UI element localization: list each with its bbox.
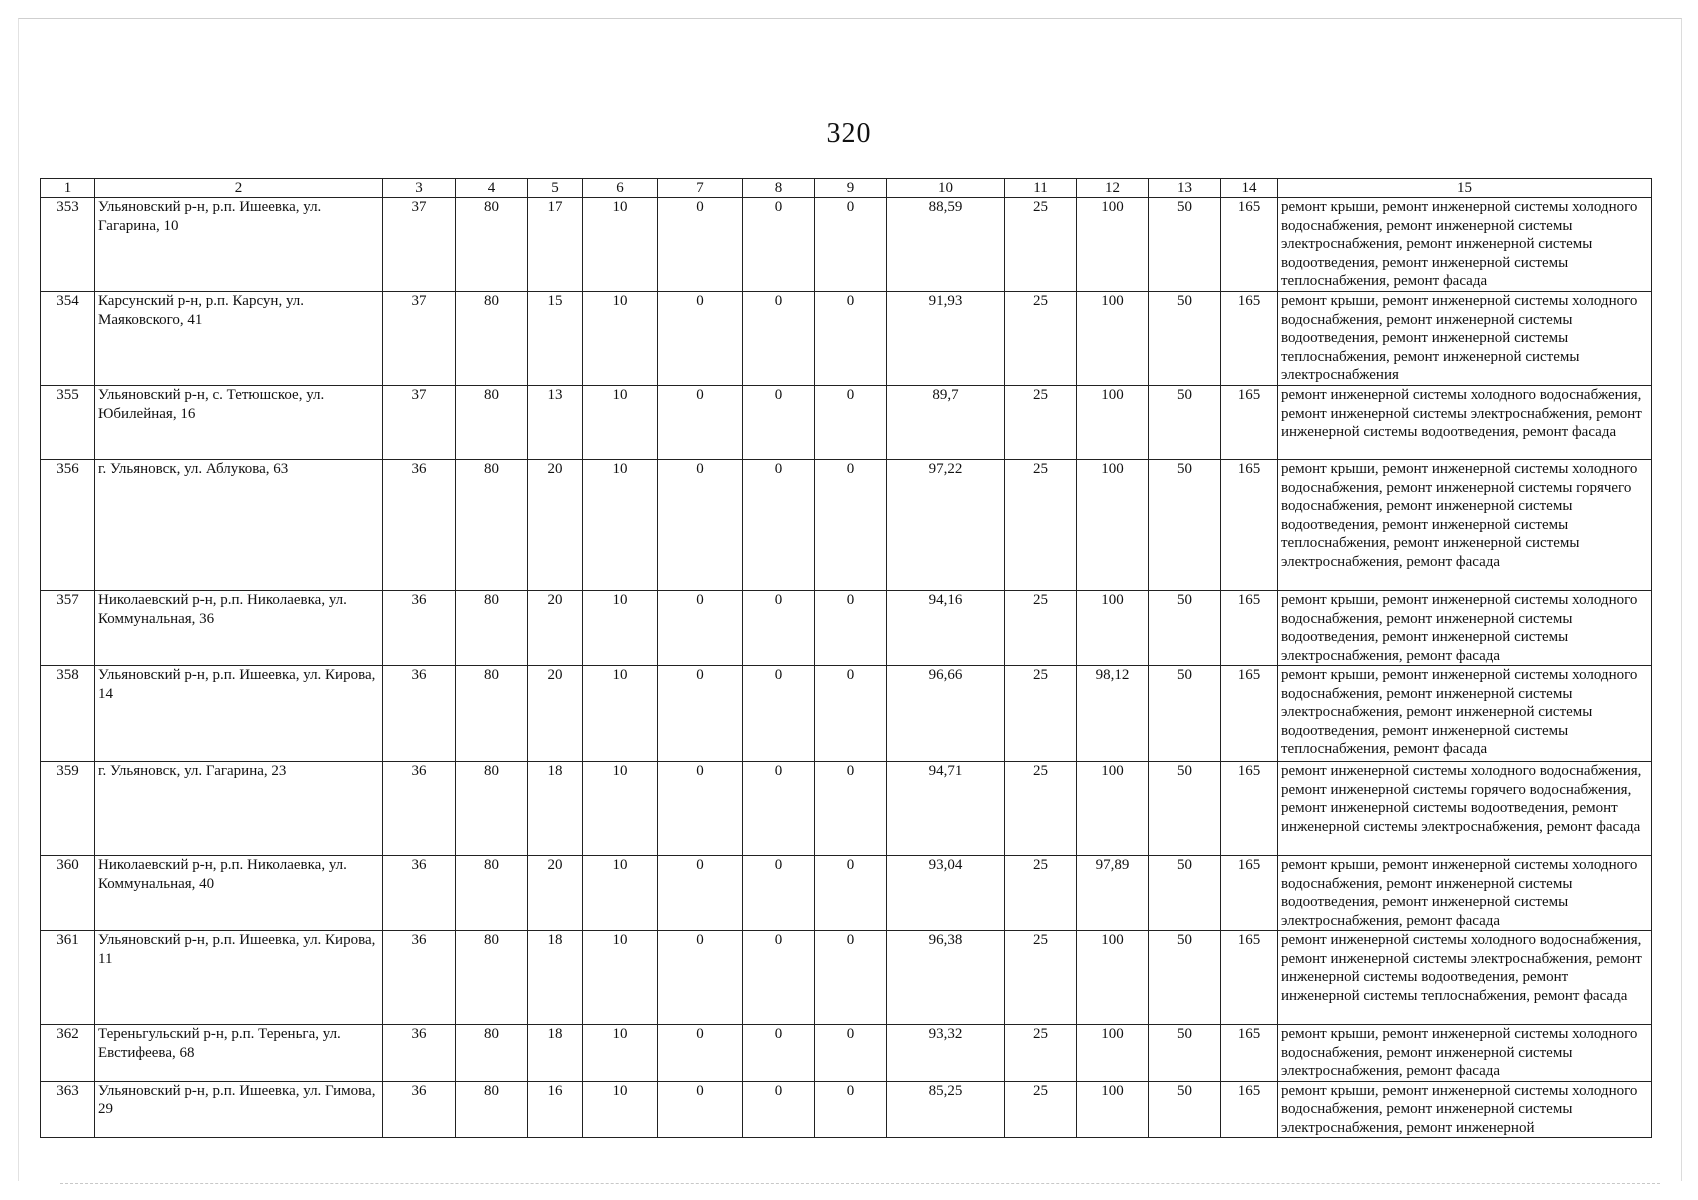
col6-value: 10	[583, 386, 658, 460]
col3-value: 36	[383, 1025, 456, 1082]
col14-value: 165	[1221, 666, 1278, 762]
col5-value: 15	[528, 292, 583, 386]
col5-value: 20	[528, 666, 583, 762]
column-header: 14	[1221, 179, 1278, 198]
col12-value: 100	[1077, 292, 1149, 386]
col5-value: 16	[528, 1081, 583, 1138]
address-cell: Ульяновский р-н, р.п. Ишеевка, ул. Кирова, 11	[95, 931, 383, 1025]
column-header: 1	[41, 179, 95, 198]
col12-value: 100	[1077, 198, 1149, 292]
col13-value: 50	[1149, 292, 1221, 386]
row-number: 356	[41, 460, 95, 591]
col10-value: 94,16	[887, 591, 1005, 666]
table-body	[41, 198, 1652, 1138]
scan-edge-line	[60, 1183, 1660, 1184]
col6-value: 10	[583, 292, 658, 386]
col14-value: 165	[1221, 591, 1278, 666]
col5-value: 20	[528, 856, 583, 931]
col14-value: 165	[1221, 856, 1278, 931]
col6-value: 10	[583, 856, 658, 931]
col11-value: 25	[1005, 460, 1077, 591]
works-cell: ремонт инженерной системы холодного водоснабжения, ремонт инженерной системы электроснабжения, ремонт инженерной системы водоотведения, ремонт инженерной системы теплоснабжения, ремонт фасада	[1278, 931, 1652, 1025]
works-cell: ремонт крыши, ремонт инженерной системы холодного водоснабжения, ремонт инженерной системы электроснабжения, ремонт инженерной	[1278, 1081, 1652, 1138]
column-header: 4	[456, 179, 528, 198]
col9-value: 0	[815, 386, 887, 460]
col8-value: 0	[743, 1081, 815, 1138]
col10-value: 88,59	[887, 198, 1005, 292]
row-number: 357	[41, 591, 95, 666]
column-header: 15	[1278, 179, 1652, 198]
address-cell: Ульяновский р-н, р.п. Ишеевка, ул. Гагарина, 10	[95, 198, 383, 292]
col7-value: 0	[658, 762, 743, 856]
col13-value: 50	[1149, 666, 1221, 762]
address-cell: Карсунский р-н, р.п. Карсун, ул. Маяковского, 41	[95, 292, 383, 386]
table-row	[41, 591, 1652, 666]
col7-value: 0	[658, 1081, 743, 1138]
col8-value: 0	[743, 460, 815, 591]
col8-value: 0	[743, 292, 815, 386]
col6-value: 10	[583, 1081, 658, 1138]
col11-value: 25	[1005, 1025, 1077, 1082]
col12-value: 100	[1077, 762, 1149, 856]
col12-value: 97,89	[1077, 856, 1149, 931]
col9-value: 0	[815, 931, 887, 1025]
col11-value: 25	[1005, 591, 1077, 666]
col3-value: 36	[383, 1081, 456, 1138]
col4-value: 80	[456, 198, 528, 292]
col11-value: 25	[1005, 198, 1077, 292]
column-header: 7	[658, 179, 743, 198]
col6-value: 10	[583, 1025, 658, 1082]
column-header: 9	[815, 179, 887, 198]
works-cell: ремонт крыши, ремонт инженерной системы холодного водоснабжения, ремонт инженерной системы водоотведения, ремонт инженерной системы электроснабжения, ремонт фасада	[1278, 591, 1652, 666]
address-cell: г. Ульяновск, ул. Гагарина, 23	[95, 762, 383, 856]
col4-value: 80	[456, 460, 528, 591]
row-number: 354	[41, 292, 95, 386]
row-number: 355	[41, 386, 95, 460]
row-number: 362	[41, 1025, 95, 1082]
works-cell: ремонт крыши, ремонт инженерной системы холодного водоснабжения, ремонт инженерной системы электроснабжения, ремонт фасада	[1278, 1025, 1652, 1082]
col11-value: 25	[1005, 931, 1077, 1025]
col12-value: 100	[1077, 591, 1149, 666]
col14-value: 165	[1221, 931, 1278, 1025]
col12-value: 100	[1077, 460, 1149, 591]
col8-value: 0	[743, 386, 815, 460]
col3-value: 37	[383, 292, 456, 386]
col12-value: 100	[1077, 931, 1149, 1025]
col11-value: 25	[1005, 386, 1077, 460]
works-cell: ремонт инженерной системы холодного водоснабжения, ремонт инженерной системы электроснабжения, ремонт инженерной системы водоотведения, ремонт фасада	[1278, 386, 1652, 460]
col13-value: 50	[1149, 762, 1221, 856]
table-row	[41, 856, 1652, 931]
col5-value: 18	[528, 931, 583, 1025]
col9-value: 0	[815, 1081, 887, 1138]
col4-value: 80	[456, 292, 528, 386]
col12-value: 98,12	[1077, 666, 1149, 762]
col4-value: 80	[456, 931, 528, 1025]
col14-value: 165	[1221, 1081, 1278, 1138]
works-cell: ремонт крыши, ремонт инженерной системы холодного водоснабжения, ремонт инженерной системы электроснабжения, ремонт инженерной системы водоотведения, ремонт инженерной системы теплоснабжения, ремонт фасада	[1278, 198, 1652, 292]
col3-value: 36	[383, 931, 456, 1025]
col7-value: 0	[658, 198, 743, 292]
col6-value: 10	[583, 762, 658, 856]
col8-value: 0	[743, 666, 815, 762]
works-cell: ремонт крыши, ремонт инженерной системы холодного водоснабжения, ремонт инженерной системы водоотведения, ремонт инженерной системы теплоснабжения, ремонт инженерной системы электроснабжения	[1278, 292, 1652, 386]
col10-value: 94,71	[887, 762, 1005, 856]
col8-value: 0	[743, 856, 815, 931]
col13-value: 50	[1149, 460, 1221, 591]
col4-value: 80	[456, 1081, 528, 1138]
col4-value: 80	[456, 856, 528, 931]
column-header: 11	[1005, 179, 1077, 198]
col10-value: 91,93	[887, 292, 1005, 386]
col10-value: 93,04	[887, 856, 1005, 931]
works-cell: ремонт крыши, ремонт инженерной системы холодного водоснабжения, ремонт инженерной системы водоотведения, ремонт инженерной системы электроснабжения, ремонт фасада	[1278, 856, 1652, 931]
col13-value: 50	[1149, 591, 1221, 666]
col14-value: 165	[1221, 460, 1278, 591]
col4-value: 80	[456, 762, 528, 856]
col11-value: 25	[1005, 1081, 1077, 1138]
address-cell: Николаевский р-н, р.п. Николаевка, ул. Коммунальная, 36	[95, 591, 383, 666]
col8-value: 0	[743, 762, 815, 856]
address-cell: Ульяновский р-н, с. Тетюшское, ул. Юбилейная, 16	[95, 386, 383, 460]
table-row	[41, 292, 1652, 386]
col10-value: 93,32	[887, 1025, 1005, 1082]
row-number: 361	[41, 931, 95, 1025]
page-number: 320	[826, 118, 872, 149]
col14-value: 165	[1221, 386, 1278, 460]
address-cell: Тереньгульский р-н, р.п. Тереньга, ул. Евстифеева, 68	[95, 1025, 383, 1082]
col10-value: 97,22	[887, 460, 1005, 591]
col14-value: 165	[1221, 198, 1278, 292]
col11-value: 25	[1005, 856, 1077, 931]
col13-value: 50	[1149, 386, 1221, 460]
col4-value: 80	[456, 386, 528, 460]
col13-value: 50	[1149, 1081, 1221, 1138]
col11-value: 25	[1005, 666, 1077, 762]
col9-value: 0	[815, 198, 887, 292]
column-header: 8	[743, 179, 815, 198]
row-number: 363	[41, 1081, 95, 1138]
col5-value: 20	[528, 591, 583, 666]
col5-value: 18	[528, 1025, 583, 1082]
column-header: 12	[1077, 179, 1149, 198]
col6-value: 10	[583, 591, 658, 666]
col8-value: 0	[743, 198, 815, 292]
col6-value: 10	[583, 198, 658, 292]
col10-value: 96,66	[887, 666, 1005, 762]
col6-value: 10	[583, 460, 658, 591]
row-number: 353	[41, 198, 95, 292]
col7-value: 0	[658, 460, 743, 591]
works-cell: ремонт крыши, ремонт инженерной системы холодного водоснабжения, ремонт инженерной системы горячего водоснабжения, ремонт инженерной системы водоотведения, ремонт инженерной системы теплоснабжения, ремонт инженерной системы электроснабжения, ремонт фасада	[1278, 460, 1652, 591]
works-cell: ремонт крыши, ремонт инженерной системы холодного водоснабжения, ремонт инженерной системы электроснабжения, ремонт инженерной системы водоотведения, ремонт инженерной системы теплоснабжения, ремонт фасада	[1278, 666, 1652, 762]
col13-value: 50	[1149, 931, 1221, 1025]
col10-value: 85,25	[887, 1081, 1005, 1138]
col6-value: 10	[583, 931, 658, 1025]
col13-value: 50	[1149, 856, 1221, 931]
col11-value: 25	[1005, 292, 1077, 386]
column-header: 2	[95, 179, 383, 198]
col10-value: 96,38	[887, 931, 1005, 1025]
col9-value: 0	[815, 1025, 887, 1082]
col13-value: 50	[1149, 1025, 1221, 1082]
col8-value: 0	[743, 591, 815, 666]
table-row	[41, 1025, 1652, 1082]
col8-value: 0	[743, 1025, 815, 1082]
col5-value: 18	[528, 762, 583, 856]
col5-value: 17	[528, 198, 583, 292]
col11-value: 25	[1005, 762, 1077, 856]
column-header: 6	[583, 179, 658, 198]
col3-value: 36	[383, 460, 456, 591]
col14-value: 165	[1221, 292, 1278, 386]
col3-value: 36	[383, 856, 456, 931]
col7-value: 0	[658, 1025, 743, 1082]
row-number: 360	[41, 856, 95, 931]
address-cell: Ульяновский р-н, р.п. Ишеевка, ул. Кирова, 14	[95, 666, 383, 762]
col8-value: 0	[743, 931, 815, 1025]
col3-value: 36	[383, 762, 456, 856]
col12-value: 100	[1077, 1081, 1149, 1138]
col4-value: 80	[456, 591, 528, 666]
col6-value: 10	[583, 666, 658, 762]
col7-value: 0	[658, 386, 743, 460]
col7-value: 0	[658, 931, 743, 1025]
repair-register-table	[40, 178, 1652, 1138]
col14-value: 165	[1221, 762, 1278, 856]
col5-value: 13	[528, 386, 583, 460]
col12-value: 100	[1077, 386, 1149, 460]
row-number: 358	[41, 666, 95, 762]
table-row	[41, 198, 1652, 292]
col4-value: 80	[456, 666, 528, 762]
table-row	[41, 1081, 1652, 1138]
col7-value: 0	[658, 292, 743, 386]
table-row	[41, 386, 1652, 460]
col3-value: 36	[383, 591, 456, 666]
col3-value: 37	[383, 386, 456, 460]
column-header: 3	[383, 179, 456, 198]
col9-value: 0	[815, 292, 887, 386]
col12-value: 100	[1077, 1025, 1149, 1082]
works-cell: ремонт инженерной системы холодного водоснабжения, ремонт инженерной системы горячего водоснабжения, ремонт инженерной системы водоотведения, ремонт инженерной системы электроснабжения, ремонт фасада	[1278, 762, 1652, 856]
column-header: 10	[887, 179, 1005, 198]
col5-value: 20	[528, 460, 583, 591]
col3-value: 37	[383, 198, 456, 292]
col9-value: 0	[815, 460, 887, 591]
col10-value: 89,7	[887, 386, 1005, 460]
address-cell: Ульяновский р-н, р.п. Ишеевка, ул. Гимова, 29	[95, 1081, 383, 1138]
col9-value: 0	[815, 591, 887, 666]
column-header: 5	[528, 179, 583, 198]
table-row	[41, 931, 1652, 1025]
table-row	[41, 460, 1652, 591]
col13-value: 50	[1149, 198, 1221, 292]
col3-value: 36	[383, 666, 456, 762]
table-row	[41, 666, 1652, 762]
col9-value: 0	[815, 762, 887, 856]
column-number-row	[41, 179, 1652, 198]
column-header: 13	[1149, 179, 1221, 198]
table-row	[41, 762, 1652, 856]
col7-value: 0	[658, 666, 743, 762]
col7-value: 0	[658, 856, 743, 931]
address-cell: г. Ульяновск, ул. Аблукова, 63	[95, 460, 383, 591]
col9-value: 0	[815, 856, 887, 931]
row-number: 359	[41, 762, 95, 856]
col14-value: 165	[1221, 1025, 1278, 1082]
col4-value: 80	[456, 1025, 528, 1082]
col9-value: 0	[815, 666, 887, 762]
col7-value: 0	[658, 591, 743, 666]
address-cell: Николаевский р-н, р.п. Николаевка, ул. Коммунальная, 40	[95, 856, 383, 931]
